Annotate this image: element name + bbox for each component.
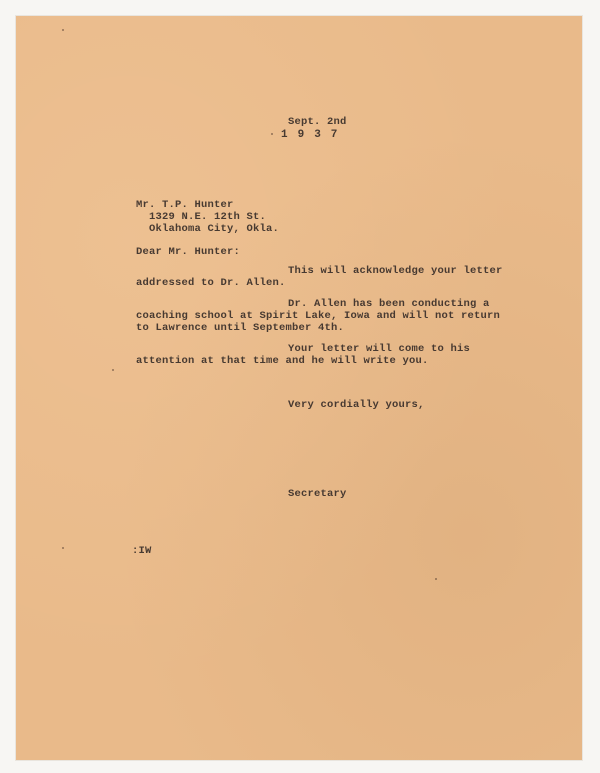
paragraph-1-line-2: addressed to Dr. Allen. (136, 277, 286, 289)
paper-speck (62, 547, 64, 549)
paragraph-2-line-3: to Lawrence until September 4th. (136, 322, 345, 334)
paragraph-2-line-2: coaching school at Spirit Lake, Iowa and will not return (136, 310, 501, 322)
paragraph-3-line-1: Your letter will come to his (288, 343, 471, 355)
paragraph-3-line-2: attention at that time and he will write you. (136, 355, 429, 367)
recipient-street: 1329 N.E. 12th St. (149, 211, 267, 223)
letter-date: Sept. 2nd (288, 116, 347, 128)
paper-speck (112, 369, 114, 371)
recipient-name: Mr. T.P. Hunter (136, 199, 234, 211)
letter-page (16, 16, 582, 760)
paper-speck (435, 578, 437, 580)
paper-speck (62, 29, 64, 31)
typist-initials: :IW (132, 545, 152, 557)
salutation: Dear Mr. Hunter: (136, 246, 241, 258)
paper-speck (271, 133, 273, 135)
signature: Secretary (288, 488, 347, 500)
closing: Very cordially yours, (288, 399, 425, 411)
paragraph-1-line-1: This will acknowledge your letter (288, 265, 503, 277)
letter-year: 1937 (281, 129, 348, 141)
paragraph-2-line-1: Dr. Allen has been conducting a (288, 298, 490, 310)
recipient-city: Oklahoma City, Okla. (149, 223, 280, 235)
